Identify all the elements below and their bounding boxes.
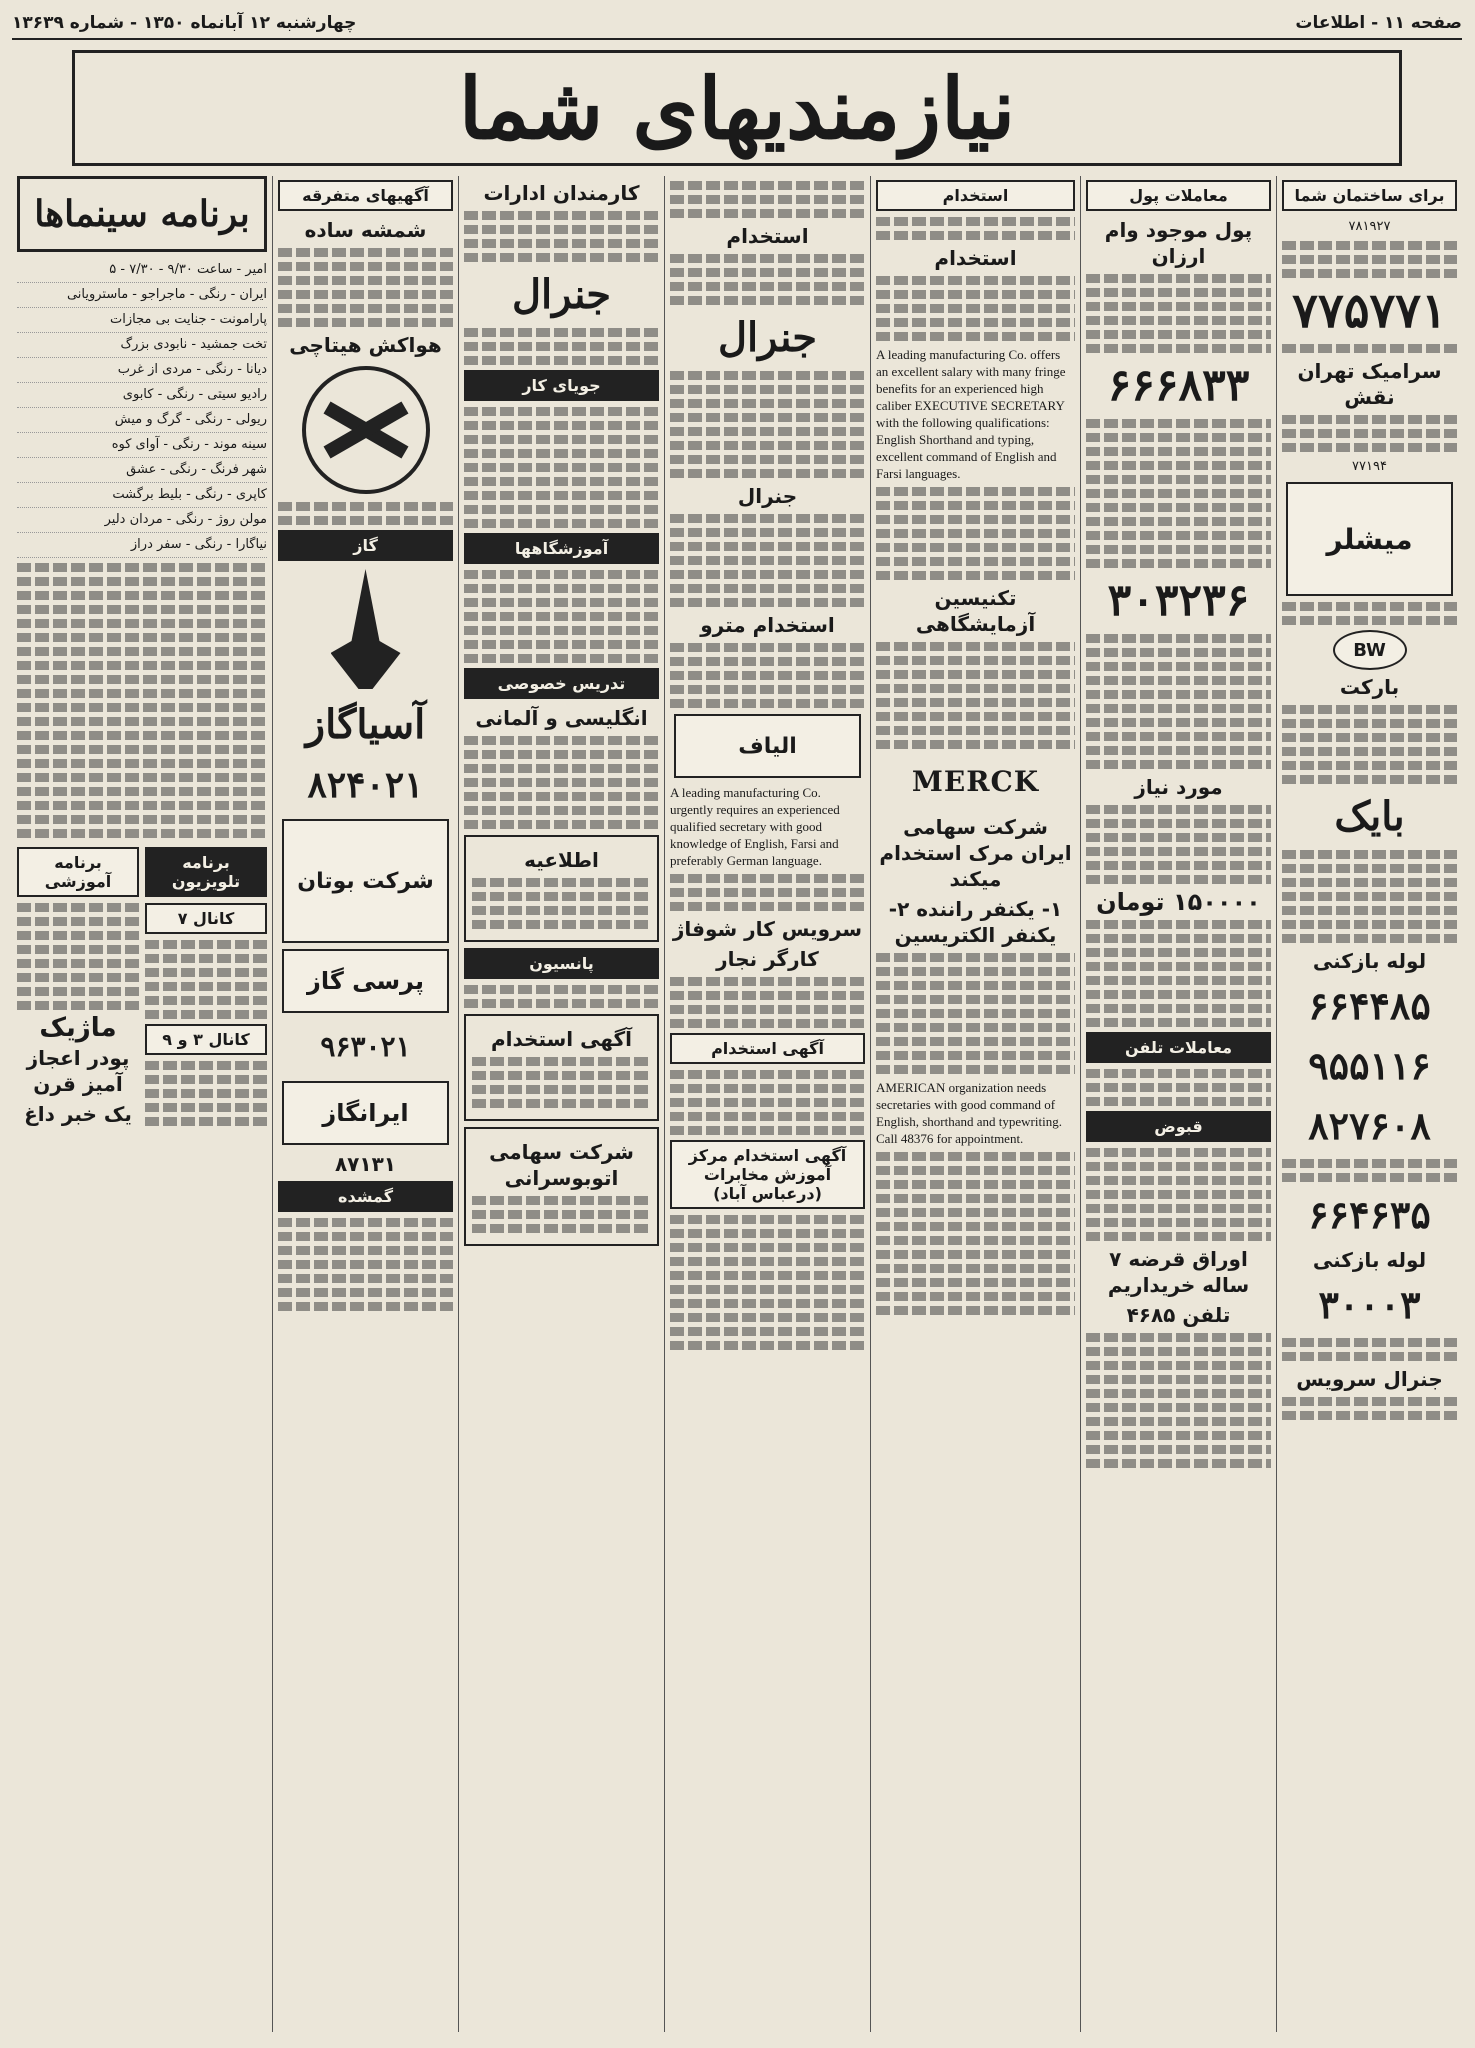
page-label: صفحه ۱۱ - اطلاعات xyxy=(1295,13,1462,33)
col1-text xyxy=(1282,415,1457,452)
cinema-title: برنامه سینماها xyxy=(17,176,267,252)
cinema-list xyxy=(17,258,267,558)
col6-ad-title: شمشه ساده xyxy=(304,218,427,242)
merck-logo: MERCK xyxy=(911,765,1040,798)
col5-text xyxy=(464,736,659,829)
col4-text xyxy=(670,254,865,305)
cinema-item: پارامونت - جنایت بی مجازات xyxy=(17,308,267,333)
col2-text xyxy=(1086,1148,1271,1241)
hitachi-ad-title: هواکش هیتاچی xyxy=(289,333,442,357)
col1-service-ad: جنرال سرویس xyxy=(1296,1367,1443,1391)
col2-text xyxy=(1086,1333,1271,1468)
col1-parquet-ad: بارکت xyxy=(1339,675,1400,699)
col6-text xyxy=(278,1218,453,1311)
col5-text xyxy=(472,878,651,929)
masthead-title: نیازمندیهای شما xyxy=(458,58,1016,158)
col2-big-number: ۳۰۳۲۳۶ xyxy=(1107,575,1250,626)
col5-job-ad-title: آگهی استخدام xyxy=(490,1027,633,1051)
butane-logo: شرکت بوتان xyxy=(282,819,449,943)
column-1 xyxy=(1276,176,1462,2032)
col1-ceramic-ad: سرامیک تهران نقش xyxy=(1297,359,1442,409)
col6-big-number: ۸۲۴۰۲۱ xyxy=(307,764,424,806)
receipts-header: قبوض xyxy=(1086,1111,1271,1142)
col5-text xyxy=(464,570,659,663)
col4-ad-title: کارگر نجار xyxy=(716,947,819,971)
col6-text xyxy=(278,248,453,327)
col4-ad-title: استخدام xyxy=(726,224,809,248)
col3-ad-title: استخدام xyxy=(934,246,1017,270)
col1-pipe-ad: لوله بازکنی xyxy=(1312,1248,1427,1272)
bw-logo: BW xyxy=(1333,630,1407,670)
asia-gas-logo: آسیاگاز xyxy=(305,701,426,748)
col5-text xyxy=(464,211,659,262)
col1-big-number: ۷۷۵۷۷۱ xyxy=(1292,283,1447,339)
col6-big-number: ۹۶۳۰۲۱ xyxy=(320,1030,411,1063)
col4-text xyxy=(670,643,865,708)
col1-big-number: ۸۲۷۶۰۸ xyxy=(1308,1103,1431,1148)
col2-big-number: ۶۶۶۸۳۳ xyxy=(1107,360,1250,411)
col4-english-ad: A leading manufacturing Co. urgently requires an experienced qualified secretary with good knowledge of English, Farsi and preferably German language. xyxy=(670,785,840,868)
col1-text xyxy=(1282,1159,1457,1182)
col1-header: برای ساختمان شما xyxy=(1282,180,1457,211)
col3-text xyxy=(876,487,1075,580)
col3-english-ad: AMERICAN organization needs secretaries with good command of English, shorthand and typewriting. Call 48376 for appointment. xyxy=(876,1080,1062,1146)
col4-ad-title: استخدام مترو xyxy=(700,613,835,637)
col2-text xyxy=(1086,1069,1271,1106)
col5-text xyxy=(472,1057,651,1108)
phone-trade-header: معاملات تلفن xyxy=(1086,1032,1271,1063)
col5-text xyxy=(464,985,659,1008)
section-masthead xyxy=(72,50,1402,166)
column-3 xyxy=(870,176,1080,2032)
col2-text xyxy=(1086,805,1271,884)
col1-pipe-ad: لوله بازکنی xyxy=(1312,949,1427,973)
tv-section xyxy=(17,843,267,1131)
col3-ad-title: ۱- یکنفر راننده ۲- یکنفر الکتریسین xyxy=(888,897,1063,947)
employment-header: استخدام xyxy=(876,180,1075,211)
hot-news-ad: یک خبر داغ xyxy=(24,1102,132,1126)
col3-text xyxy=(876,953,1075,1074)
cinema-item: شهر فرنگ - رنگی - عشق xyxy=(17,458,267,483)
col5-ad-title: کارمندان ادارات xyxy=(483,181,640,205)
col7-text xyxy=(17,903,139,1010)
lost-header: گمشده xyxy=(278,1181,453,1212)
newspaper-page xyxy=(12,8,1462,2038)
col4-text xyxy=(670,977,865,1028)
pension-header: پانسیون xyxy=(464,948,659,979)
tv-col-left xyxy=(17,843,139,1131)
col5-bus-ad-title: شرکت سهامی اتوبوسرانی xyxy=(489,1140,634,1190)
tv-header: برنامه تلویزیون xyxy=(145,847,267,897)
col4-text xyxy=(670,1215,865,1350)
col4-text xyxy=(670,371,865,478)
col4-text xyxy=(670,181,865,218)
col1-text xyxy=(1282,850,1457,943)
job-seekers-header: جویای کار xyxy=(464,370,659,401)
cinema-item: مولن روژ - رنگی - مردان دلیر xyxy=(17,508,267,533)
col4-ad-title: جنرال xyxy=(737,484,798,508)
col3-ad-title: تکنیسین آزمایشگاهی xyxy=(915,586,1036,636)
col7-text xyxy=(17,563,267,838)
col7-text xyxy=(145,940,267,1019)
col4-box-ad: آگهی استخدام مرکز آموزش مخابرات (درعباس آباد) xyxy=(670,1140,865,1209)
channel-3-9-header: کانال ۳ و ۹ xyxy=(145,1024,267,1055)
mischler-logo: میشلر xyxy=(1286,482,1453,596)
col5-notice xyxy=(464,835,659,942)
gas-header: گاز xyxy=(278,530,453,561)
col5-text xyxy=(464,328,659,365)
col7-text xyxy=(145,1061,267,1126)
page-header xyxy=(12,8,1462,40)
col1-big-number: ۶۶۴۴۸۵ xyxy=(1308,983,1431,1028)
tutoring-header: تدریس خصوصی xyxy=(464,668,659,699)
channel-7-header: کانال ۷ xyxy=(145,903,267,934)
col5-text xyxy=(472,1196,651,1233)
col4-text xyxy=(670,1070,865,1135)
col1-phone: ۷۷۱۹۴ xyxy=(1352,459,1387,474)
cinema-item: کاپری - رنگی - بلیط برگشت xyxy=(17,483,267,508)
tv-col-right xyxy=(145,843,267,1131)
cinema-item: رادیو سیتی - رنگی - کابوی xyxy=(17,383,267,408)
cinema-item: امیر - ساعت ۹/۳۰ - ۷/۳۰ - ۵ xyxy=(17,258,267,283)
col6-text xyxy=(278,502,453,525)
col2-ad-title: اوراق قرضه ۷ ساله خریداریم xyxy=(1107,1247,1250,1297)
col5-bus-ad xyxy=(464,1127,659,1246)
col4-text xyxy=(670,874,865,911)
col4-ad-title: سرویس کار شوفاژ xyxy=(672,917,863,941)
col1-big-number: ۳۰۰۰۳ xyxy=(1318,1282,1421,1327)
issue-date: چهارشنبه ۱۲ آبانماه ۱۳۵۰ - شماره ۱۳۶۳۹ xyxy=(12,13,357,33)
column-2 xyxy=(1080,176,1276,2032)
col1-baik-ad: بایک xyxy=(1334,793,1405,840)
col4-box-ad: آگهی استخدام xyxy=(670,1033,865,1064)
col2-text xyxy=(1086,634,1271,769)
money-ad-title: پول موجود وام ارزان xyxy=(1104,218,1253,268)
general-logo: جنرال xyxy=(511,271,612,318)
alyaf-logo: الیاف xyxy=(674,714,861,778)
col1-text xyxy=(1282,705,1457,784)
col5-text xyxy=(464,407,659,528)
col3-ad-title: شرکت سهامی ایران مرک استخدام میکند xyxy=(879,815,1072,891)
persi-gas-logo: پرسی گاز xyxy=(282,949,449,1013)
iran-gas-logo: ایرانگاز xyxy=(282,1081,449,1145)
magic-ad-title: ماژیک xyxy=(39,1013,117,1043)
flame-logo-icon xyxy=(331,569,401,689)
general-logo: جنرال xyxy=(717,314,818,361)
col3-text xyxy=(876,276,1075,341)
col1-text xyxy=(1282,344,1457,353)
col1-big-number: ۶۶۴۶۳۵ xyxy=(1308,1192,1431,1237)
col3-text xyxy=(876,642,1075,749)
cinema-item: دیانا - رنگی - مردی از غرب xyxy=(17,358,267,383)
col6-phone: ۸۷۱۳۱ xyxy=(334,1152,397,1176)
column-5 xyxy=(458,176,664,2032)
col1-text xyxy=(1282,1338,1457,1361)
col3-text xyxy=(876,1152,1075,1315)
education-header: برنامه آموزشی xyxy=(17,847,139,897)
col5-ad-title: انگلیسی و آلمانی xyxy=(475,706,648,730)
col1-phone: ۷۸۱۹۲۷ xyxy=(1348,219,1391,234)
col1-big-number: ۹۵۵۱۱۶ xyxy=(1308,1043,1431,1088)
col3-english-ad: A leading manufacturing Co. offers an excellent salary with many fringe benefits for an experienced high caliber EXECUTIVE SECRETARY with the following qualifications: English Shorthand and typing, excellent command of English and Farsi languages. xyxy=(876,347,1066,481)
col2-text xyxy=(1086,274,1271,353)
fan-icon xyxy=(302,366,430,494)
magic-ad-sub: پودر اعجاز آمیز قرن xyxy=(26,1046,130,1096)
col2-ad-title: مورد نیاز xyxy=(1134,775,1223,799)
cinema-item: سینه موند - رنگی - آوای کوه xyxy=(17,433,267,458)
col3-text xyxy=(876,217,1075,240)
column-6 xyxy=(272,176,458,2032)
col2-text xyxy=(1086,920,1271,1027)
cinema-item: تخت جمشید - نابودی بزرگ xyxy=(17,333,267,358)
money-header: معاملات پول xyxy=(1086,180,1271,211)
col5-notice-title: اطلاعیه xyxy=(524,848,599,872)
col2-text xyxy=(1086,419,1271,568)
col1-text xyxy=(1282,241,1457,278)
column-7 xyxy=(12,176,272,2032)
col5-job-ad xyxy=(464,1014,659,1121)
col2-ad-phone: تلفن ۴۶۸۵ xyxy=(1126,1303,1231,1327)
col1-text xyxy=(1282,1397,1457,1420)
col1-text xyxy=(1282,602,1457,625)
cinema-item: ریولی - رنگی - گرگ و میش xyxy=(17,408,267,433)
col2-ad-title: ۱۵۰۰۰۰ تومان xyxy=(1096,888,1261,916)
schools-header: آموزشگاهها xyxy=(464,533,659,564)
cinema-item: ایران - رنگی - ماجراجو - ماسترویانی xyxy=(17,283,267,308)
cinema-item: نیاگارا - رنگی - سفر دراز xyxy=(17,533,267,558)
column-4 xyxy=(664,176,870,2032)
misc-header: آگهیهای متفرقه xyxy=(278,180,453,211)
col4-text xyxy=(670,514,865,607)
